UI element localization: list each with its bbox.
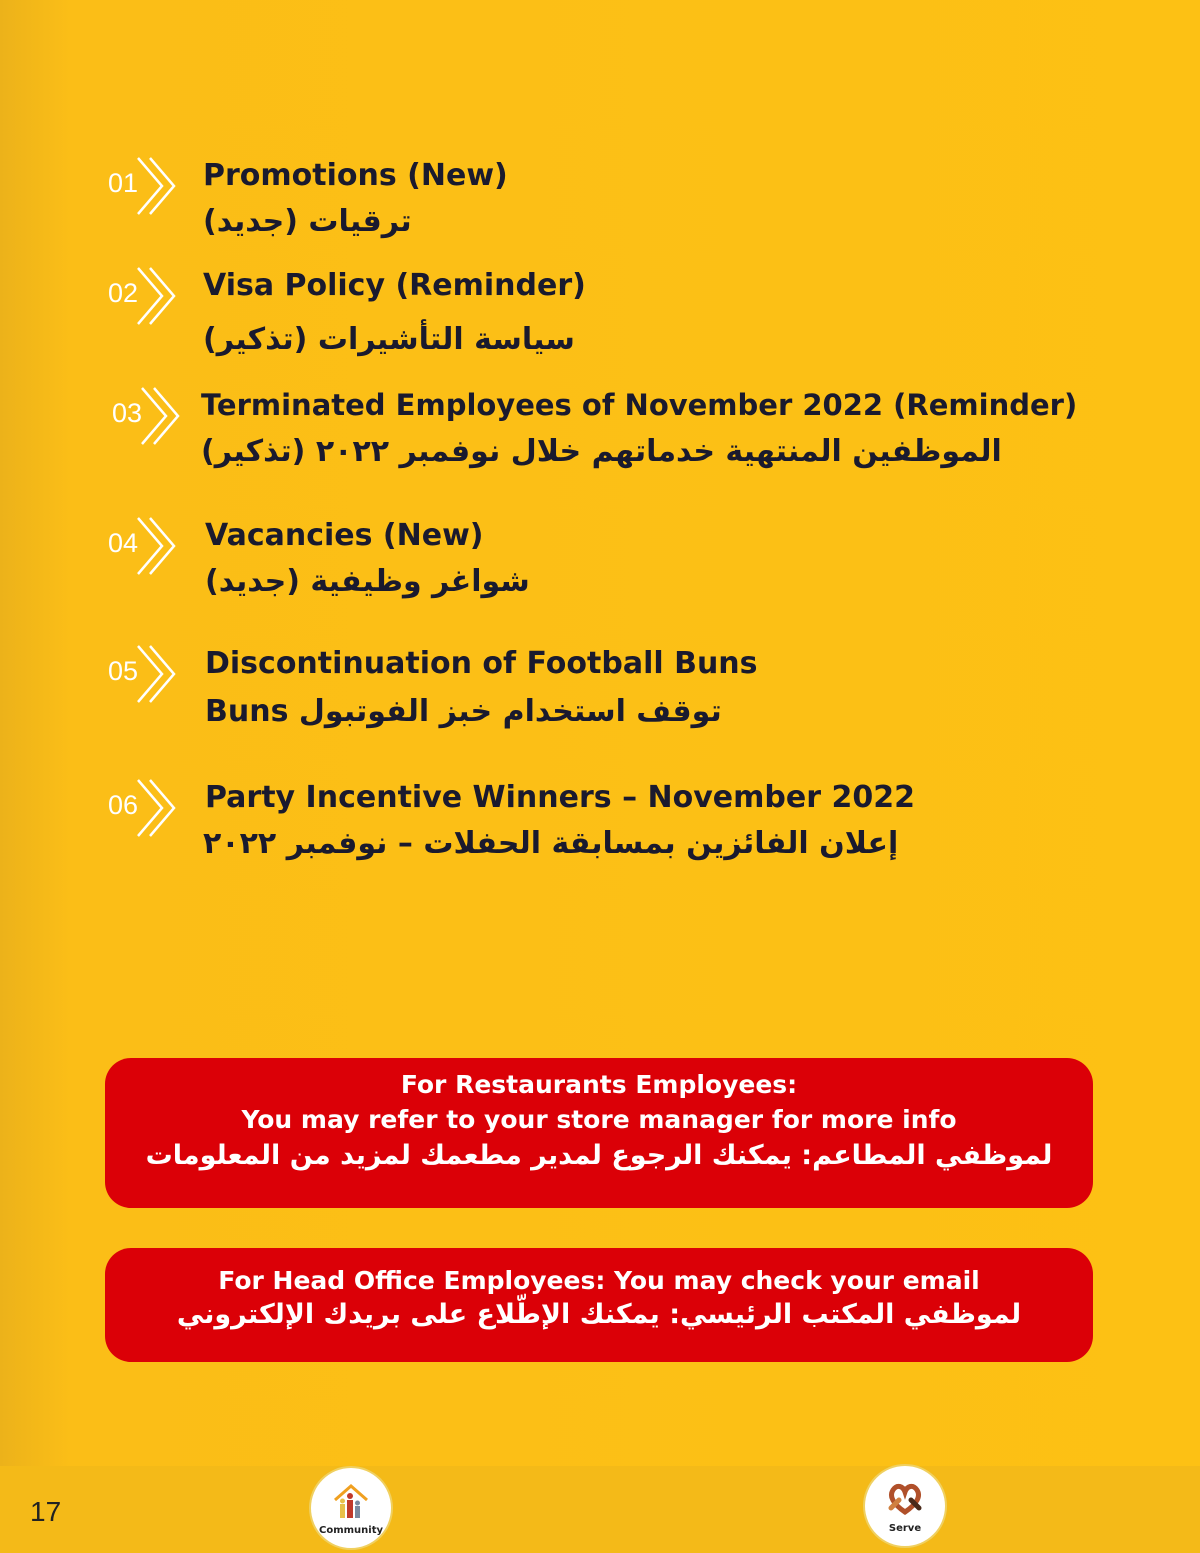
community-badge-label: Community (318, 1525, 383, 1536)
agenda-title-en: Terminated Employees of November 2022 (Reminder) (201, 388, 1078, 422)
head-office-note-text-ar: لموظفي المكتب الرئيسي: يمكنك الإطّلاع على بريدك الإلكتروني (176, 1299, 1022, 1330)
agenda-item-terminated-employees (108, 388, 1108, 508)
agenda-title-ar: إعلان الفائزين بمسابقة الحفلات – نوفمبر ٢٠٢٢ (203, 826, 899, 861)
restaurants-note-text-ar: لموظفي المطاعم: يمكنك الرجوع لمدير مطعمك لمزيد من المعلومات (145, 1140, 1053, 1171)
agenda-number: 01 (108, 168, 139, 198)
agenda-title-en: Vacancies (New) (205, 518, 484, 553)
agenda-item-vacancies (108, 518, 1108, 638)
page-number: 17 (30, 1496, 62, 1527)
footer-strip (0, 1466, 1200, 1553)
restaurants-note-heading: For Restaurants Employees: (400, 1070, 798, 1099)
restaurants-note-box (105, 1058, 1093, 1208)
serve-badge (865, 1466, 945, 1546)
agenda-title-ar: سياسة التأشيرات (تذكير) (203, 322, 575, 357)
serve-badge-label: Serve (888, 1523, 922, 1534)
agenda-number: 05 (108, 656, 139, 686)
agenda-number: 02 (108, 278, 139, 308)
agenda-title-en: Visa Policy (Reminder) (203, 268, 586, 303)
agenda-item-promotions (108, 158, 1108, 278)
agenda-title-en: Promotions (New) (203, 158, 508, 193)
agenda-item-football-buns (108, 646, 1108, 766)
agenda-title-ar: توقف استخدام خبز الفوتبول Buns (205, 694, 722, 729)
community-badge (311, 1468, 391, 1548)
double-chevron-icon (132, 776, 182, 840)
agenda-item-visa-policy (108, 268, 1108, 388)
agenda-number: 03 (112, 398, 143, 428)
double-chevron-icon (132, 264, 182, 328)
double-chevron-icon (132, 642, 182, 706)
agenda-title-en: Discontinuation of Football Buns (205, 646, 758, 681)
agenda-title-ar: شواغر وظيفية (جديد) (205, 564, 530, 599)
community-house-icon (331, 1480, 371, 1524)
restaurants-note-text: You may refer to your store manager for more info (241, 1105, 957, 1134)
head-office-note-text: For Head Office Employees: You may check your email (218, 1266, 980, 1295)
agenda-number: 04 (108, 528, 139, 558)
head-office-note-box (105, 1248, 1093, 1362)
agenda-item-party-incentive (108, 780, 1108, 900)
double-chevron-icon (136, 384, 186, 448)
double-chevron-icon (132, 514, 182, 578)
heart-hands-icon (885, 1478, 925, 1522)
agenda-title-en: Party Incentive Winners – November 2022 (205, 780, 915, 815)
agenda-title-ar: الموظفين المنتهية خدماتهم خلال نوفمبر ٢٠٢٢ (تذكير) (201, 434, 1002, 469)
agenda-title-ar: ترقيات (جديد) (203, 204, 412, 239)
agenda-number: 06 (108, 790, 139, 820)
double-chevron-icon (132, 154, 182, 218)
